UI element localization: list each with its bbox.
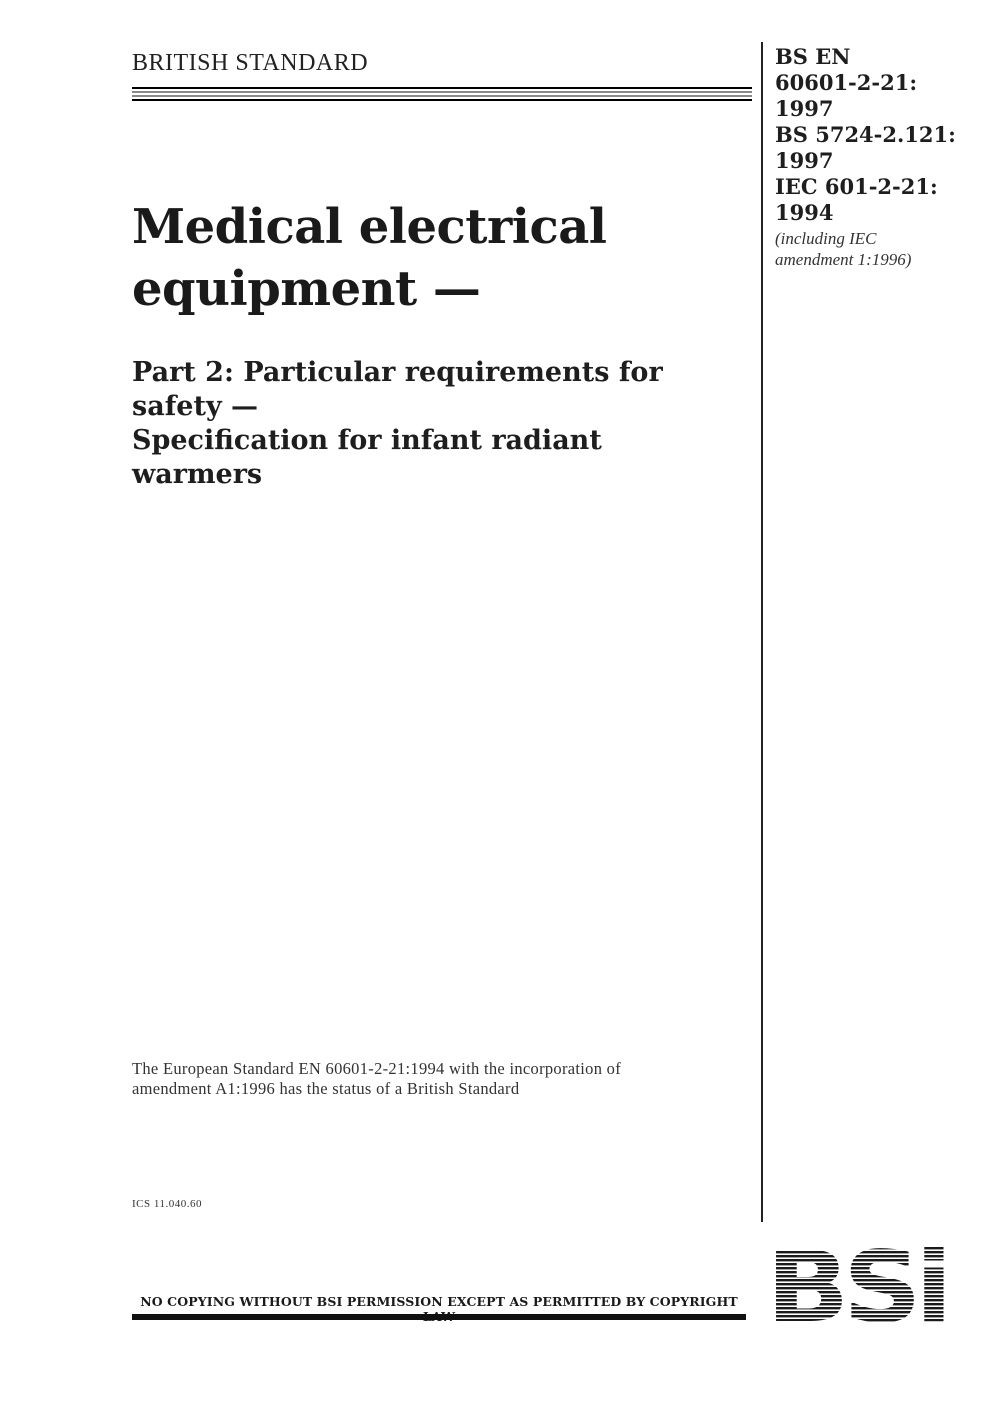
column-divider bbox=[761, 42, 763, 1222]
standard-designations bbox=[775, 44, 975, 270]
designation-line: 1997 bbox=[775, 96, 834, 121]
subtitle-line: safety — bbox=[132, 391, 259, 422]
ics-code: ICS 11.040.60 bbox=[132, 1198, 202, 1210]
designation-line: 60601-2-21: bbox=[775, 70, 918, 95]
subtitle-line: Specification for infant radiant bbox=[132, 425, 602, 456]
document-subtitle bbox=[132, 356, 732, 492]
designation-line: IEC 601-2-21: bbox=[775, 174, 938, 199]
title-line: equipment — bbox=[132, 261, 481, 317]
status-line: amendment A1:1996 has the status of a British Standard bbox=[132, 1079, 520, 1098]
designation-line: BS 5724-2.121: bbox=[775, 122, 956, 147]
footer-rule bbox=[132, 1314, 746, 1320]
copyright-notice: NO COPYING WITHOUT BSI PERMISSION EXCEPT AS PERMITTED BY COPYRIGHT bbox=[140, 1294, 738, 1309]
document-title bbox=[132, 196, 732, 320]
publication-type-label: BRITISH STANDARD bbox=[132, 50, 369, 76]
header-rule bbox=[132, 87, 752, 101]
amendment-note: amendment 1:1996) bbox=[775, 250, 912, 269]
status-statement bbox=[132, 1059, 732, 1099]
title-line: Medical electrical bbox=[132, 199, 607, 255]
amendment-note: (including IEC bbox=[775, 229, 877, 248]
subtitle-line: Part 2: Particular requirements for bbox=[132, 357, 663, 388]
subtitle-line: warmers bbox=[132, 459, 263, 490]
bsi-logo-icon bbox=[768, 1243, 946, 1325]
designation-line: 1997 bbox=[775, 148, 834, 173]
status-line: The European Standard EN 60601-2-21:1994 with the incorporation of bbox=[132, 1059, 622, 1078]
designation-line: 1994 bbox=[775, 200, 834, 225]
designation-line: BS EN bbox=[775, 44, 851, 69]
